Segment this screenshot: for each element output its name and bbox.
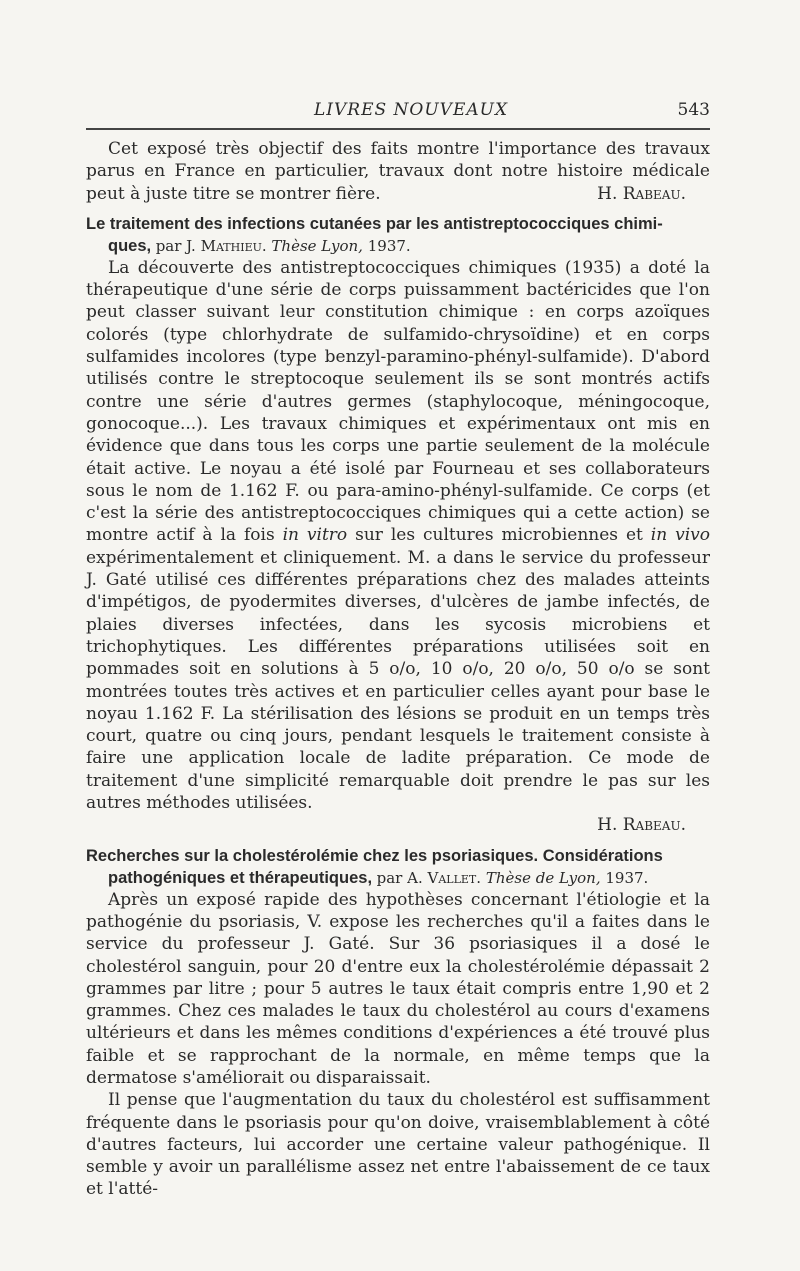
review-1-year: 1937. — [367, 236, 411, 255]
review-1-title-line-1: Le traitement des infections cutanées par les antistreptococciques chimi- — [86, 214, 663, 233]
review-1-body: La découverte des antistreptococciques chimiques (1935) a doté la thérapeutique d'une série de corps puissamment bactéricides que l'on peut classer suivant leur constitution chimique : en corps azoïques colorés (type chlorhydrate de sulfamido-chrysoïdine) et en corps sulfamides incolores (type benzyl-paramino-phényl-sulfamide). D'abord utilisés contre le streptocoque seulement ils se sont montrés actifs contre une série d'autres germes (staphylocoque, méningocoque, gonocoque...). Les travaux chimiques et expérimentaux ont mis en évidence que dans tous les corps une partie seulement de la molécule était active. Le noyau a été isolé par Fourneau et ses collaborateurs sous le nom de 1.162 F. ou para-amino-phényl-sulfamide. Ce corps (et c'est la série des antistreptococciques chimiques qui a cette action) se montre actif à la fois in vitro sur les cultures microbiennes et in vivo expérimentalement et cliniquement. M. a dans le service du professeur J. Gaté utilisé ces différentes préparations chez des malades atteints d'impétigos, de pyodermites diverses, d'ulcères de jambe infectés, de plaies diverses infectées, dans les sycosis microbiens et trichophytiques. Les différentes préparations utilisées soit en pommades soit en solutions à 5 o/o, 10 o/o, 20 o/o, 50 o/o se sont montrées toutes très actives et en particulier celles ayant pour base le noyau 1.162 F. La stérilisation des lésions se produit en un temps très court, quatre ou cinq jours, pendant lesquels le traitement consiste à faire une application locale de ladite préparation. Ce mode de traitement d'une simplicité remarquable doit prendre le pas sur les autres méthodes utilisées. — [86, 257, 710, 814]
review-1-author: Mathieu. — [200, 236, 267, 255]
review-1-source: Thèse Lyon, — [271, 236, 363, 255]
page-number: 543 — [677, 100, 710, 120]
intro-signature: H. Rabeau. — [597, 183, 686, 204]
review-2-title-line-2: pathogéniques et thérapeutiques, par A. Vallet. Thèse de Lyon, 1937. — [108, 868, 649, 887]
review-2-paragraph-2: Il pense que l'augmentation du taux du cholestérol est suffisamment fréquente dans le psoriasis pour qu'on doive, vraisemblablement à côté d'autres facteurs, lui accorder une certaine valeur pathogénique. Il semble y avoir un parallélisme assez net entre l'abaissement de ce taux et l'atté- — [86, 1090, 710, 1200]
header-rule — [86, 128, 710, 130]
review-2-year: 1937. — [605, 868, 649, 887]
review-2-author: Vallet. — [427, 868, 482, 887]
running-header — [86, 96, 710, 126]
review-1-title — [86, 213, 710, 257]
running-title: LIVRES NOUVEAUX — [314, 100, 509, 120]
in-vivo-term: in vivo — [650, 525, 710, 546]
intro-text: Cet exposé très objectif des faits montre l'importance des travaux parus en France en particulier, travaux dont notre histoire médicale peut à juste titre se montrer fière. — [86, 139, 710, 204]
review-1-title-line-2: ques, par J. Mathieu. Thèse Lyon, 1937. — [108, 236, 411, 255]
review-1-byline: par J. Mathieu. Thèse Lyon, 1937. — [155, 236, 411, 255]
review-2-title — [86, 845, 710, 889]
review-2-byline: par A. Vallet. Thèse de Lyon, 1937. — [376, 868, 649, 887]
review-2-title-line-1: Recherches sur la cholestérolémie chez les psoriasiques. Considérations — [86, 846, 663, 865]
review-2-source: Thèse de Lyon, — [485, 868, 601, 887]
review-2-paragraph-1: Après un exposé rapide des hypothèses concernant l'étiologie et la pathogénie du psoriasis, V. expose les recherches qu'il a faites dans le service du professeur J. Gaté. Sur 36 psoriasiques il a dosé le cholestérol sanguin, pour 20 d'entre eux la cholestérolémie dépassait 2 grammes par litre ; pour 5 autres le taux était compris entre 1,90 et 2 grammes. Chez ces malades le taux du cholestérol au cours d'examens ultérieurs et dans les mêmes conditions d'expériences a été trouvé plus faible et se rapprochant de la normale, en même temps que la dermatose s'améliorait ou disparaissait. — [86, 889, 710, 1088]
intro-paragraph — [86, 138, 710, 205]
book-page — [86, 96, 710, 1201]
review-1-signature: H. Rabeau. — [597, 815, 686, 836]
in-vitro-term: in vitro — [282, 525, 348, 546]
